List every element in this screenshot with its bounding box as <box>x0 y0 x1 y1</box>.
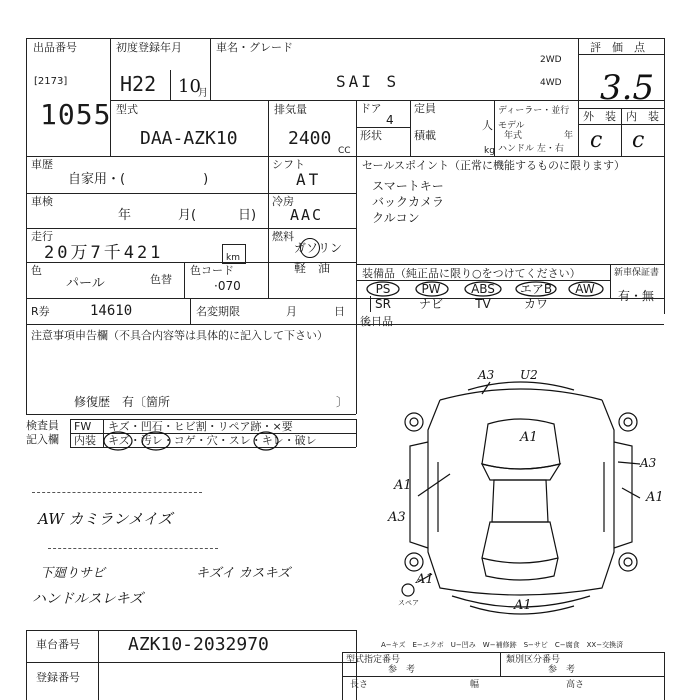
inspector-label: 検査員 <box>26 419 59 432</box>
inspection-year: 年 <box>118 208 132 223</box>
damage-mark: U2 <box>520 368 538 382</box>
chassis-number: AZK10-2032970 <box>128 634 269 655</box>
sales-point-3: クルコン <box>372 211 420 225</box>
newcar-cert-value: 有・無 <box>618 289 655 303</box>
dashed-line <box>32 492 202 493</box>
class-number-label: 類別区分番号 <box>506 655 561 665</box>
interior-label: 内 装 <box>626 110 659 123</box>
displacement-label: 排気量 <box>274 103 307 116</box>
type-spec-label: 型式指定番号 <box>346 655 401 665</box>
fuel-circle-mark <box>300 238 320 258</box>
fw-label: FW <box>74 420 92 433</box>
spare-label: スペア <box>398 599 419 607</box>
damage-mark: A1 <box>514 598 532 613</box>
score-value: 3.5 <box>600 68 655 108</box>
year-unit: 年 <box>564 131 574 141</box>
equipment-navi: ナビ <box>418 297 443 311</box>
interior-row-label: 内装 <box>74 434 96 447</box>
cc-unit: CC <box>338 146 351 156</box>
inspection-day: 日) <box>238 208 257 223</box>
inspection-label: 車検 <box>31 195 53 208</box>
score-label: 評 価 点 <box>590 41 645 54</box>
dashed-line <box>48 548 218 549</box>
name-change-label: 名変期限 <box>196 305 240 318</box>
damage-mark: A1 <box>394 478 412 493</box>
model-year-label: モデル <box>498 121 525 131</box>
month-unit: 月 <box>198 88 208 99</box>
capacity-unit: 人 <box>482 119 493 132</box>
lot-sub-number: [2173] <box>34 76 68 87</box>
damage-mark: A1 <box>646 490 664 505</box>
load-unit: kg <box>484 146 495 156</box>
ac-label: 冷房 <box>272 195 294 208</box>
color-code: ·070 <box>214 279 241 293</box>
dealer-label: ディーラー・並行 <box>498 106 570 116</box>
drive-4wd: 4WD <box>540 78 562 88</box>
damage-mark: A3 <box>640 456 657 470</box>
damage-legend: A−キズ E−エクボ U−凹み W−補修跡 S−サビ C−腐食 XX−交換済 <box>381 641 624 649</box>
drive-2wd: 2WD <box>540 55 562 65</box>
color-label: 色 <box>31 264 42 277</box>
handle-label: ハンドル 左・右 <box>498 144 564 154</box>
recycle-value: 14610 <box>90 303 133 319</box>
mileage-label: 走行 <box>31 230 53 243</box>
ac-value: AAC <box>290 206 324 224</box>
shape-label: 形状 <box>360 129 382 142</box>
later-items-label: 後日品 <box>360 315 393 328</box>
equipment-pw: PW <box>421 282 441 296</box>
first-registration-label: 初度登録年月 <box>116 41 182 54</box>
fw-defects: キズ・凹石・ヒビ割・リペア跡・×要 <box>108 420 293 433</box>
exterior-grade: c <box>590 128 603 153</box>
car-name: SAI S <box>336 72 400 91</box>
registration-year: H22 <box>120 72 157 96</box>
fuel-label: 燃料 <box>272 230 294 243</box>
km-box <box>222 244 246 264</box>
lot-number: 1055 <box>40 98 112 131</box>
note-aw-damage: AW カミランメイズ <box>38 510 173 528</box>
class-number-ref: 参 考 <box>548 665 576 675</box>
history-value: 自家用・( ) <box>68 172 209 187</box>
type-spec-ref: 参 考 <box>388 665 416 675</box>
equipment-ps: PS <box>375 282 391 296</box>
sales-point-2: バックカメラ <box>372 195 445 209</box>
load-label: 積載 <box>414 129 436 142</box>
note-scratches: キズイ カスキズ <box>196 566 291 581</box>
car-name-label: 車名・グレード <box>216 41 293 54</box>
lot-number-label: 出品番号 <box>33 41 77 54</box>
equipment-abs: ABS <box>471 282 495 296</box>
damage-mark: A1 <box>416 572 434 587</box>
color-code-label: 色コード <box>190 264 234 277</box>
door-count: 4 <box>386 113 394 127</box>
exterior-label: 外 装 <box>583 110 616 123</box>
equipment-sr: SR <box>375 297 391 311</box>
entry-label: 記入欄 <box>26 433 59 446</box>
length-label: 長さ <box>350 680 369 690</box>
km-unit: km <box>226 253 240 263</box>
color-swap-label: 色替 <box>150 273 172 286</box>
model-code: DAA-AZK10 <box>140 128 238 149</box>
interior-defects: キズ・汚レ・コゲ・穴・スレ・キレ・破レ <box>108 434 317 447</box>
damage-mark: A1 <box>520 430 538 445</box>
repair-history-close: 〕 <box>336 395 349 409</box>
door-label: ドア <box>360 102 382 115</box>
equipment-airbag: エアB <box>519 282 553 296</box>
fuel-gasoline: ガソリン <box>294 241 343 255</box>
capacity-label: 定員 <box>414 102 436 115</box>
damage-mark: A3 <box>388 510 406 525</box>
recycle-label: R券 <box>31 305 50 318</box>
displacement-value: 2400 <box>288 128 332 149</box>
registration-month: 10 <box>178 76 201 97</box>
equipment-label: 装備品（純正品に限り○をつけてください） <box>362 267 581 280</box>
model-label: 型式 <box>116 103 138 116</box>
fuel-diesel: 軽 油 <box>294 261 331 275</box>
note-handle-scuff: ハンドルスレキズ <box>32 591 144 607</box>
damage-mark: A3 <box>478 368 495 382</box>
newcar-cert-label: 新車保証書 <box>614 268 660 278</box>
registration-number-label: 登録番号 <box>36 671 80 684</box>
color-value: パール <box>66 276 105 291</box>
declaration-label: 注意事項申告欄（不具合内容等は具体的に記入して下さい） <box>31 329 328 342</box>
inspector-circle-marks <box>100 430 300 452</box>
name-change-day: 日 <box>334 305 345 318</box>
equipment-aw: AW <box>575 282 595 296</box>
sales-point-1: スマートキー <box>372 179 444 193</box>
equipment-leather: カワ <box>523 297 548 311</box>
note-underbody-rust: 下廻りサビ <box>40 566 106 581</box>
repair-history-label: 修復歴 有〔箇所 <box>74 395 171 409</box>
inspection-month: 月( <box>178 208 197 223</box>
history-label: 車歴 <box>31 158 53 171</box>
height-label: 高さ <box>566 680 585 690</box>
shift-label: シフト <box>272 158 305 171</box>
name-change-month: 月 <box>286 305 297 318</box>
equipment-tv: TV <box>475 297 491 311</box>
chassis-label: 車台番号 <box>36 638 80 651</box>
sales-point-label: セールスポイント（正常に機能するものに限ります） <box>362 159 626 172</box>
shift-value: AT <box>296 170 322 189</box>
model-year-sub: 年式 <box>504 131 523 141</box>
width-label: 幅 <box>470 680 480 690</box>
equipment-circle-marks <box>356 280 610 314</box>
interior-grade: c <box>632 128 645 153</box>
mileage-value: 20万7千421 <box>44 243 164 263</box>
